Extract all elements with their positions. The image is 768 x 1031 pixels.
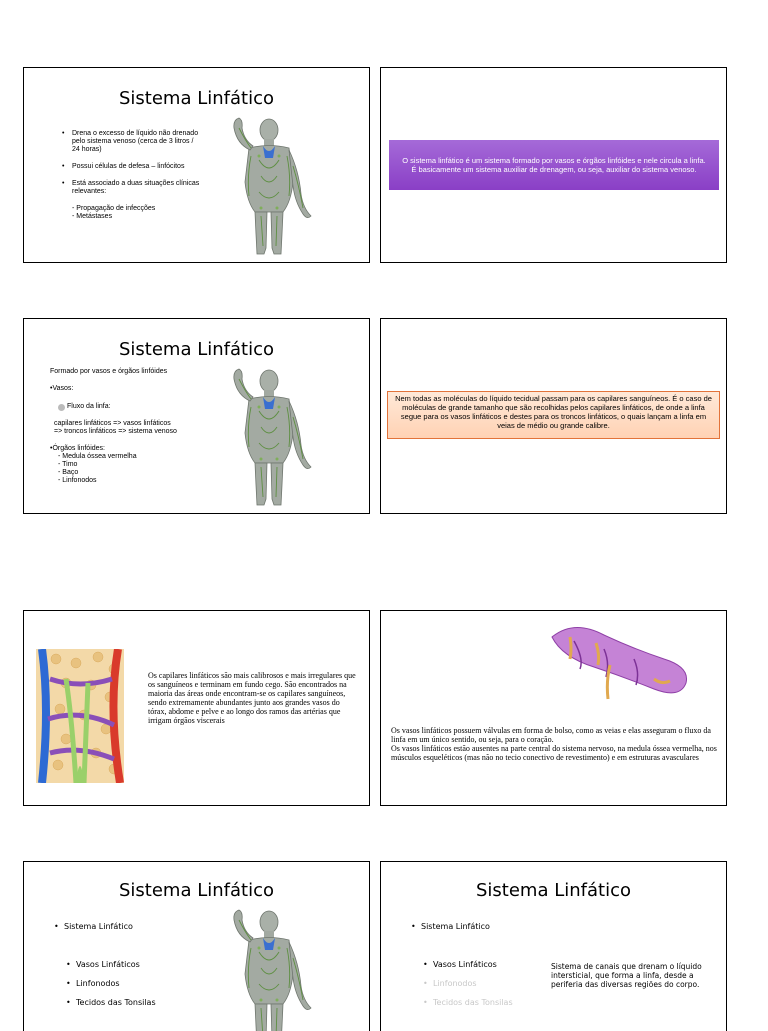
bullet-item: • Drena o excesso de líquido não drenado pelo sistema venoso (cerca de 3 litros / 24 horas) [62,130,202,154]
slide-7 [23,861,370,1031]
bullet-item: • Sistema Linfático [54,922,156,931]
bullet-item: • Vasos Linfáticos [66,960,156,969]
sub-item: - Metástases [72,213,113,220]
intro-text: Formado por vasos e órgãos linfóides [50,368,168,375]
definition-box [389,140,719,190]
slide-5 [23,610,370,806]
slide-3 [23,318,370,514]
vasos-heading: •Vasos: [50,385,74,392]
lymphatic-body-figure [219,367,319,507]
sub-item: - Propagação de infecções [72,205,156,212]
orgaos-heading: •Órgãos linfóides: [50,445,105,452]
slide-text [391,726,721,762]
bullet-icon [58,404,65,411]
text-paragraph: Os vasos linfáticos estão ausentes na parte central do sistema nervoso, na medula óssea vermelha, nos músculos esqueléticos (mas não no tecio conectivo de revestimento) e em estruturas avasculares [391,744,717,762]
capillary-illustration [36,649,124,783]
slide-title: Sistema Linfático [119,339,274,360]
slide-2 [380,67,727,263]
bullet-item: • Está associado a duas situações clínicas relevantes: [62,180,202,196]
slide-text: Os capilares linfáticos são mais calibrosos e mais irregulares que os sanguíneos e terminam em fundo cego. São encontrados na maioria das áreas onde encontram-se os capilares sanguíneos, sendo extremamente abundantes junto aos grandes vasos do tórax, abdome e pelve e ao longo dos ramos das artérias que irrigam órgãos viscerais [148,671,356,725]
flow-line: capilares linfáticos => vasos linfáticos [54,420,171,427]
organ-item: - Linfonodos [58,477,97,484]
slide-content [50,368,240,485]
slide-1 [23,67,370,263]
lymphatic-body-figure [219,116,319,256]
bullet-item-dimmed: • Tecidos das Tonsilas [423,998,513,1007]
lymphatic-body-figure [219,908,319,1031]
organ-item: - Baço [58,469,79,476]
note-box: Nem todas as moléculas do líquido tecidual passam para os capilares sanguíneos. É o caso de moléculas de grande tamanho que são recolhidas pelos capilares linfáticos, de onde a linfa segue para os vasos linfáticos e destes para os troncos linfáticos, o quais lançam a linfa em veias de médio ou grande calibre. [387,391,720,439]
flow-heading [50,403,240,411]
slide-8 [380,861,727,1031]
definition-line: É basicamente um sistema auxiliar de drenagem, ou seja, auxiliar do sistema venoso. [411,165,697,174]
text-paragraph: Os vasos linfáticos possuem válvulas em forma de bolso, como as veias e elas asseguram o fluxo da linfa em um único sentido, ou seja, para o coração. [391,726,711,744]
lymph-vessel-illustration [544,619,694,703]
bullet-list [411,922,513,1007]
slide-title: Sistema Linfático [476,880,631,901]
slide-title: Sistema Linfático [119,880,274,901]
bullet-list [62,130,202,221]
bullet-item: • Linfonodos [66,979,156,988]
bullet-item: • Sistema Linfático [411,922,513,931]
bullet-list [54,922,156,1007]
bullet-item: • Tecidos das Tonsilas [66,998,156,1007]
organ-item: - Timo [58,461,78,468]
definition-line: O sistema linfático é um sistema formado por vasos e órgãos linfóides e nele circula a linfa. [402,156,706,165]
slide-title: Sistema Linfático [119,88,274,109]
slide-4 [380,318,727,514]
organ-item: - Medula óssea vermelha [58,453,137,460]
flow-line: => troncos linfáticos => sistema venoso [54,428,177,435]
description-text: Sistema de canais que drenam o líquido intersticial, que forma a linfa, desde a periferia das diversas regiões do corpo. [551,962,702,989]
bullet-item-dimmed: • Linfonodos [423,979,513,988]
bullet-item: • Vasos Linfáticos [423,960,513,969]
bullet-item: • Possui células de defesa – linfócitos [62,163,202,171]
flow-label: Fluxo da linfa: [67,403,111,410]
slide-6 [380,610,727,806]
